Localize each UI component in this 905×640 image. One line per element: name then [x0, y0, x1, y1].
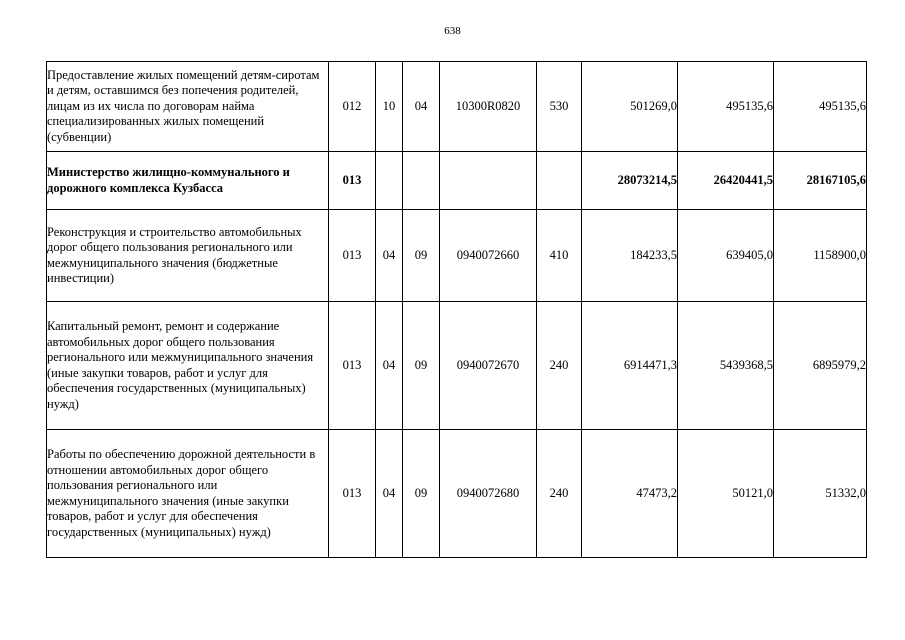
target-article-code — [440, 152, 537, 210]
amount-year-2: 495135,6 — [678, 62, 774, 152]
amount-year-1: 6914471,3 — [582, 302, 678, 430]
table-row — [47, 152, 867, 210]
row-description: Капитальный ремонт, ремонт и содержание автомобильных дорог общего пользования регионального или межмуниципального значения (иные закупки товаров, работ и услуг для обеспечения государственных (муниципальных) нужд) — [47, 302, 329, 430]
expense-type-code: 410 — [537, 210, 582, 302]
target-article-code: 0940072670 — [440, 302, 537, 430]
table-row — [47, 62, 867, 152]
ministry-code: 012 — [329, 62, 376, 152]
ministry-code: 013 — [329, 430, 376, 558]
subsection-code: 09 — [403, 430, 440, 558]
row-description: Реконструкция и строительство автомобильных дорог общего пользования регионального или межмуниципального значения (бюджетные инвестиции) — [47, 210, 329, 302]
amount-year-3: 28167105,6 — [774, 152, 867, 210]
table-row — [47, 302, 867, 430]
section-code: 04 — [376, 210, 403, 302]
amount-year-3: 6895979,2 — [774, 302, 867, 430]
budget-table — [46, 61, 867, 558]
amount-year-3: 1158900,0 — [774, 210, 867, 302]
subsection-code: 09 — [403, 210, 440, 302]
page-number: 638 — [444, 25, 461, 37]
amount-year-1: 47473,2 — [582, 430, 678, 558]
section-code: 04 — [376, 430, 403, 558]
ministry-code: 013 — [329, 210, 376, 302]
subsection-code — [403, 152, 440, 210]
row-description: Предоставление жилых помещений детям-сиротам и детям, оставшимся без попечения родителей, лицам из их числа по договорам найма специализированных жилых помещений (субвенции) — [47, 62, 329, 152]
expense-type-code: 530 — [537, 62, 582, 152]
table-row — [47, 210, 867, 302]
amount-year-3: 495135,6 — [774, 62, 867, 152]
section-code — [376, 152, 403, 210]
amount-year-2: 5439368,5 — [678, 302, 774, 430]
expense-type-code: 240 — [537, 430, 582, 558]
target-article-code: 0940072680 — [440, 430, 537, 558]
row-description: Работы по обеспечению дорожной деятельности в отношении автомобильных дорог общего пользования регионального или межмуниципального значения (иные закупки товаров, работ и услуг для обеспечения государственных (муниципальных) нужд) — [47, 430, 329, 558]
expense-type-code — [537, 152, 582, 210]
subsection-code: 09 — [403, 302, 440, 430]
expense-type-code: 240 — [537, 302, 582, 430]
target-article-code: 10300R0820 — [440, 62, 537, 152]
ministry-code: 013 — [329, 152, 376, 210]
amount-year-2: 50121,0 — [678, 430, 774, 558]
amount-year-1: 28073214,5 — [582, 152, 678, 210]
row-description: Министерство жилищно-коммунального и дорожного комплекса Кузбасса — [47, 152, 329, 210]
section-code: 10 — [376, 62, 403, 152]
table-row — [47, 430, 867, 558]
ministry-code: 013 — [329, 302, 376, 430]
section-code: 04 — [376, 302, 403, 430]
amount-year-2: 639405,0 — [678, 210, 774, 302]
amount-year-2: 26420441,5 — [678, 152, 774, 210]
subsection-code: 04 — [403, 62, 440, 152]
amount-year-1: 184233,5 — [582, 210, 678, 302]
amount-year-3: 51332,0 — [774, 430, 867, 558]
amount-year-1: 501269,0 — [582, 62, 678, 152]
target-article-code: 0940072660 — [440, 210, 537, 302]
